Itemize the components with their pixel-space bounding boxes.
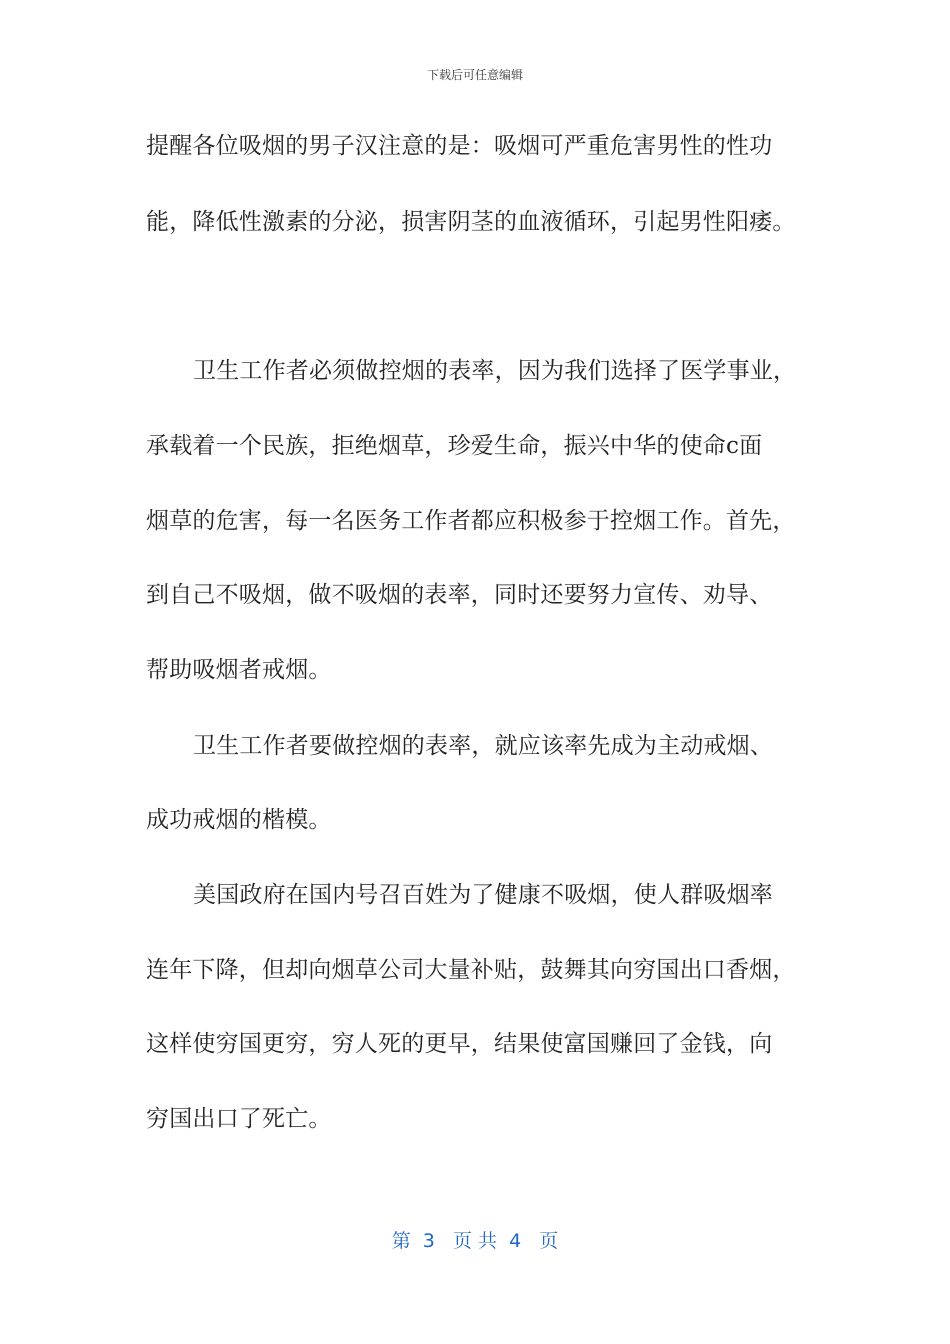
header-note: 下载后可任意编辑 [426,68,523,82]
paragraph-line: 卫生工作者要做控烟的表率，就应该率先成为主动戒烟、 [193,733,773,759]
paragraph-line: 承载着一个民族，拒绝烟草，珍爱生命，振兴中华的使命c面 [146,433,763,459]
paragraph-line: 能，降低性激素的分泌，损害阴茎的血液循环，引起男性阳痿。 [146,209,796,235]
paragraph-line: 成功戒烟的楷模。 [146,807,332,833]
paragraph-line: 连年下降，但却向烟草公司大量补贴，鼓舞其向穷国出口香烟， [146,957,796,983]
paragraph-line: 到自己不吸烟，做不吸烟的表率，同时还要努力宣传、劝导、 [146,582,773,608]
paragraph-line: 烟草的危害，每一名医务工作者都应积极参于控烟工作。首先， [146,508,796,534]
paragraph-line: 提醒各位吸烟的男子汉注意的是：吸烟可严重危害男性的性功 [146,133,773,159]
paragraph-line: 帮助吸烟者戒烟。 [146,657,332,683]
paragraph-line: 美国政府在国内号召百姓为了健康不吸烟，使人群吸烟率 [193,882,773,908]
page-number-footer: 第 3 页 共 4 页 [391,1230,559,1252]
paragraph-line: 这样使穷国更穷，穷人死的更早，结果使富国赚回了金钱，向 [146,1031,773,1057]
paragraph-line: 穷国出口了死亡。 [146,1106,332,1132]
paragraph-line: 卫生工作者必须做控烟的表率，因为我们选择了医学事业， [193,358,797,384]
